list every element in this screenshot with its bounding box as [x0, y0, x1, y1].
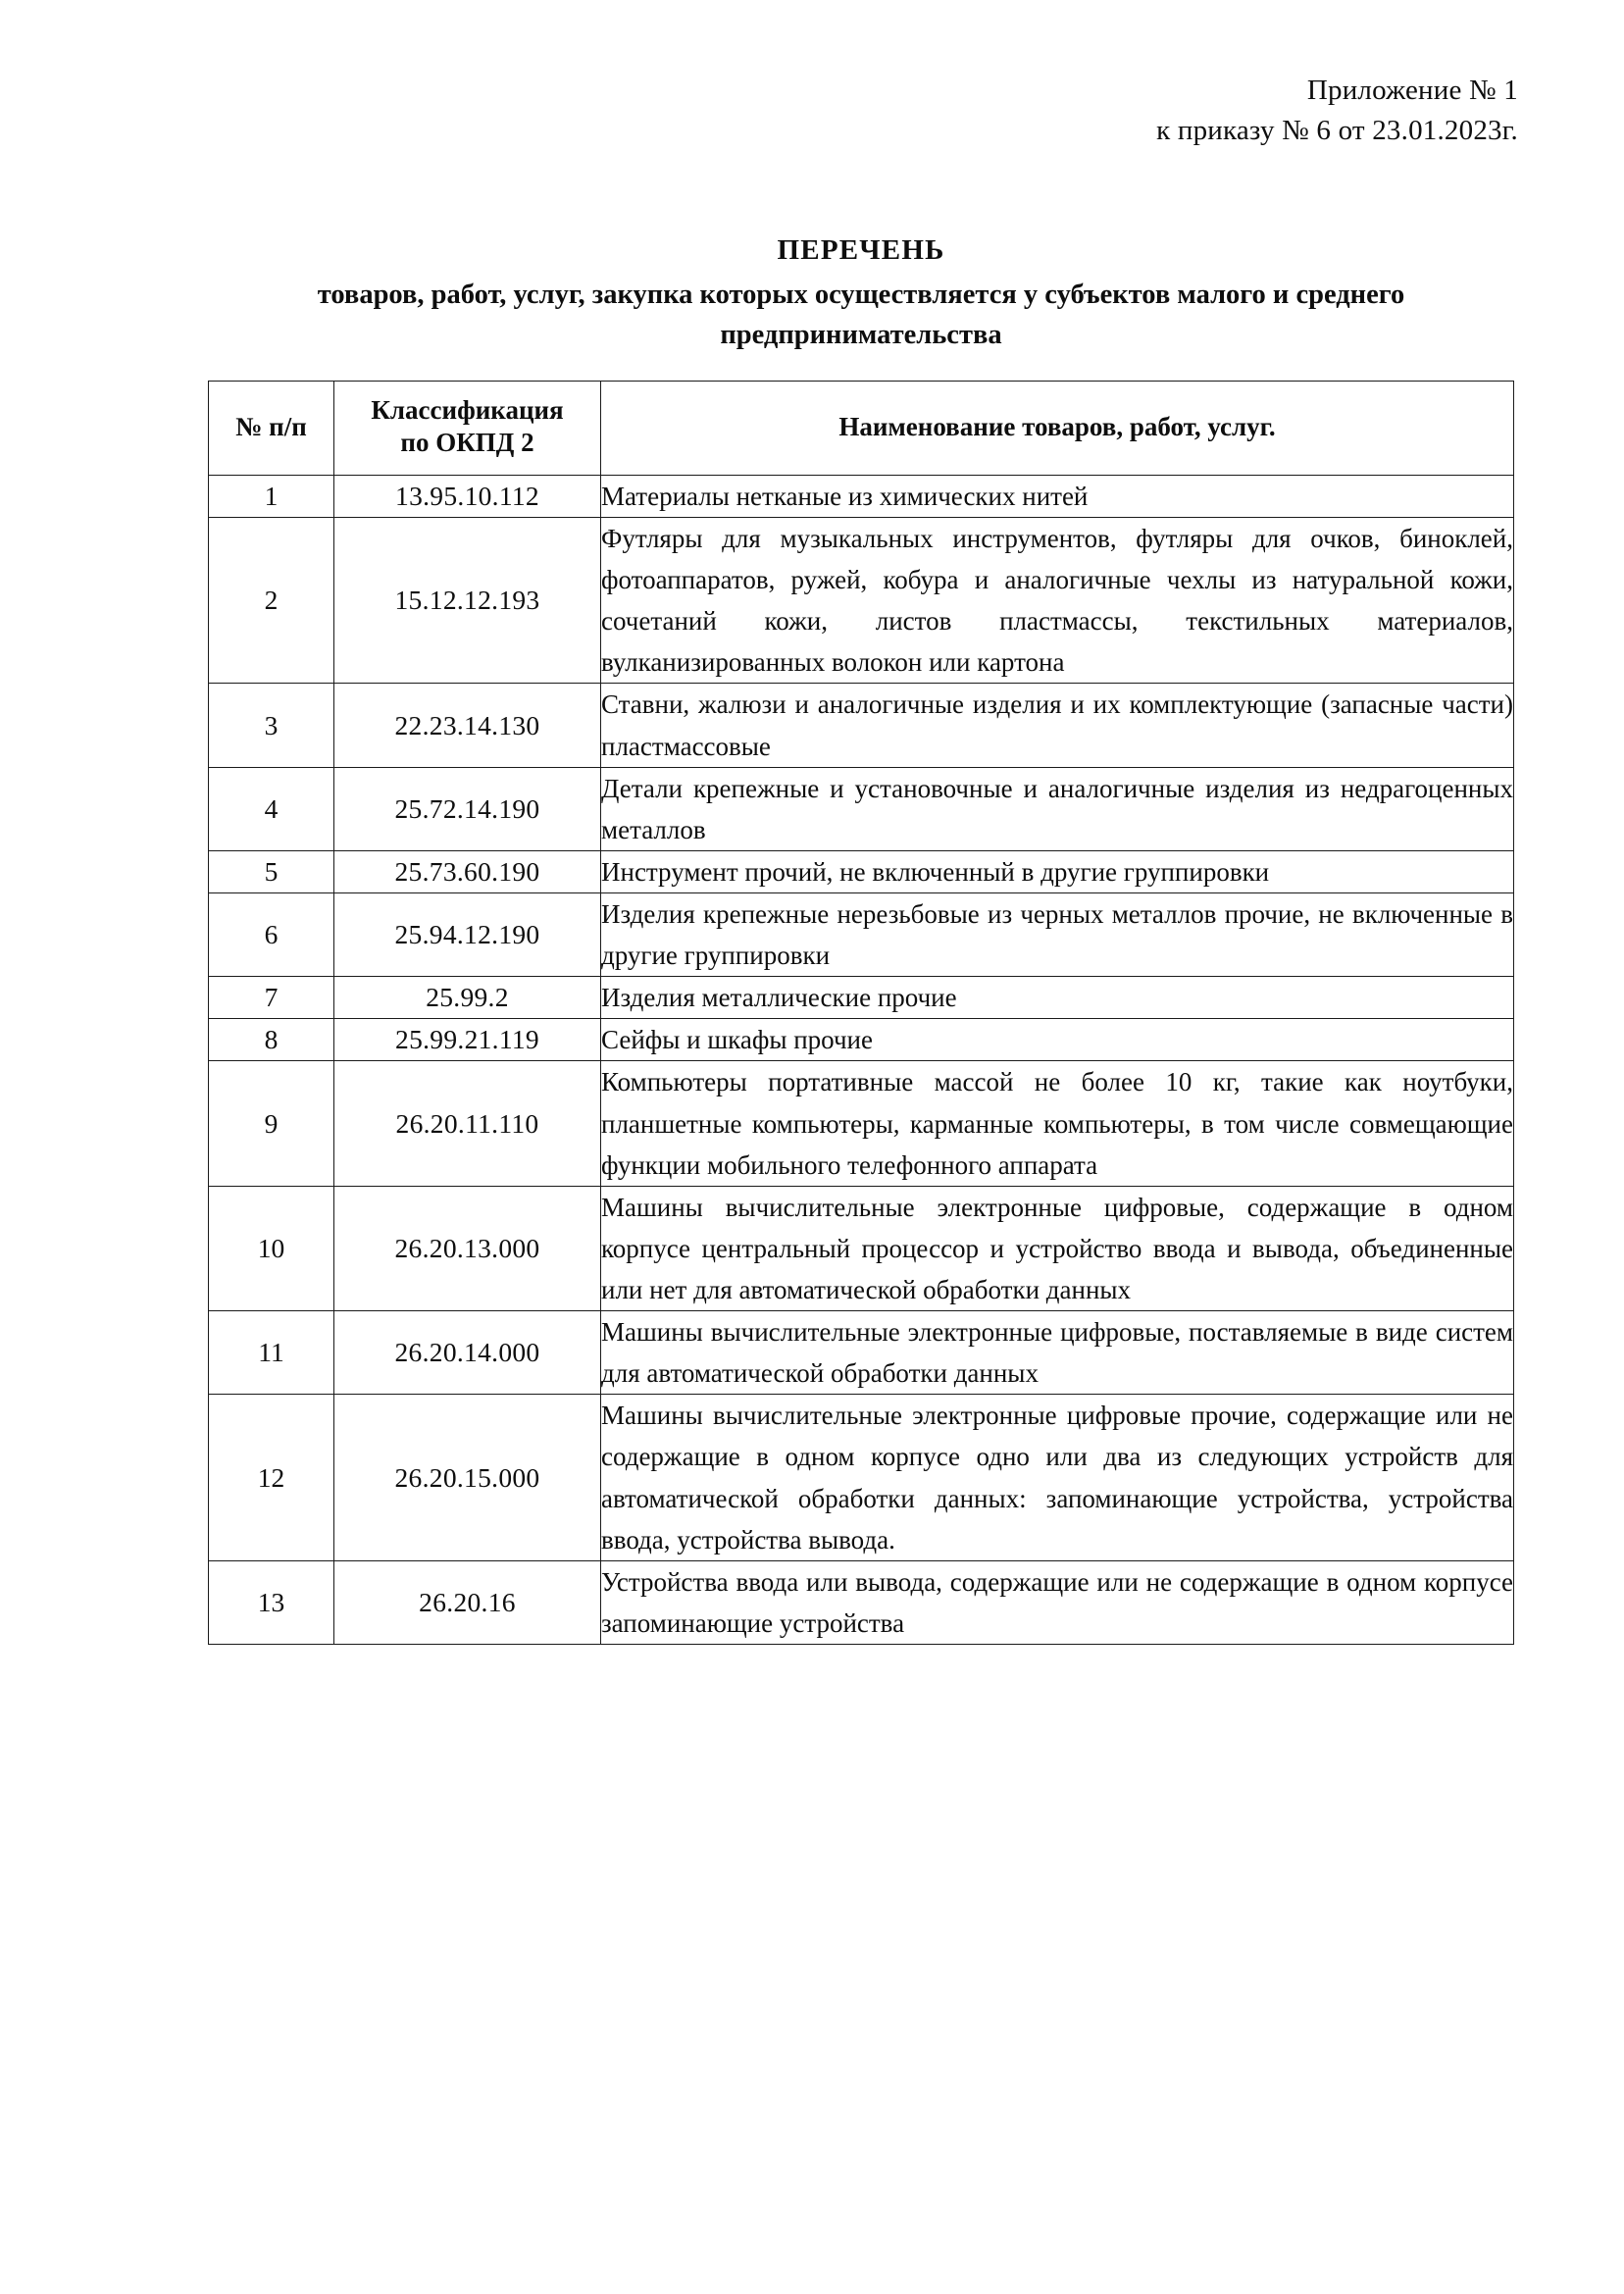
cell-row-number: 12 [209, 1395, 334, 1560]
table-row [209, 893, 1514, 977]
cell-okpd-code: 26.20.16 [334, 1560, 601, 1644]
cell-goods-name: Изделия металлические прочие [601, 977, 1514, 1019]
table-header-row [209, 382, 1514, 476]
title-subtitle [208, 276, 1514, 355]
title-main: ПЕРЕЧЕНЬ [777, 234, 945, 266]
table-row [209, 1186, 1514, 1310]
cell-goods-name: Материалы нетканые из химических нитей [601, 475, 1514, 517]
cell-row-number: 13 [209, 1560, 334, 1644]
cell-row-number: 5 [209, 850, 334, 892]
table-row [209, 767, 1514, 850]
cell-okpd-code: 26.20.13.000 [334, 1186, 601, 1310]
table-row [209, 1061, 1514, 1186]
column-header-okpd-line1: Классификация [371, 395, 564, 425]
cell-okpd-code: 25.99.21.119 [334, 1019, 601, 1061]
cell-goods-name: Инструмент прочий, не включенный в другие группировки [601, 850, 1514, 892]
cell-goods-name: Компьютеры портативные массой не более 10 кг, такие как ноутбуки, планшетные компьютеры, карманные компьютеры, в том числе совмещающие функции мобильного телефонного аппарата [601, 1061, 1514, 1186]
cell-row-number: 2 [209, 518, 334, 684]
cell-goods-name: Изделия крепежные нерезьбовые из черных металлов прочие, не включенные в другие группировки [601, 893, 1514, 977]
table-row [209, 1395, 1514, 1560]
table-row [209, 1019, 1514, 1061]
cell-row-number: 9 [209, 1061, 334, 1186]
table-row [209, 684, 1514, 767]
column-header-number: № п/п [209, 382, 334, 476]
cell-goods-name: Устройства ввода или вывода, содержащие или не содержащие в одном корпусе запоминающие устройства [601, 1560, 1514, 1644]
order-reference: к приказу № 6 от 23.01.2023г. [1156, 115, 1518, 147]
title-subtitle-line2: предпринимательства [720, 319, 1002, 350]
table-row [209, 850, 1514, 892]
goods-table-container [208, 381, 1514, 1645]
column-header-okpd-line2: по ОКПД 2 [400, 428, 534, 458]
column-header-name: Наименование товаров, работ, услуг. [601, 382, 1514, 476]
cell-okpd-code: 25.73.60.190 [334, 850, 601, 892]
cell-goods-name: Машины вычислительные электронные цифровые, поставляемые в виде систем для автоматической обработки данных [601, 1311, 1514, 1395]
table-body [209, 475, 1514, 1644]
cell-goods-name: Детали крепежные и установочные и аналогичные изделия из недрагоценных металлов [601, 767, 1514, 850]
column-header-okpd [334, 382, 601, 476]
cell-okpd-code: 26.20.15.000 [334, 1395, 601, 1560]
cell-okpd-code: 25.72.14.190 [334, 767, 601, 850]
document-header [1156, 71, 1518, 151]
cell-okpd-code: 26.20.14.000 [334, 1311, 601, 1395]
table-row [209, 518, 1514, 684]
cell-okpd-code: 22.23.14.130 [334, 684, 601, 767]
page-title [208, 231, 1514, 355]
cell-goods-name: Машины вычислительные электронные цифровые прочие, содержащие или не содержащие в одном корпусе одно или два из следующих устройств для автоматической обработки данных: запоминающие устройства, устройства ввода, устройства вывода. [601, 1395, 1514, 1560]
cell-goods-name: Футляры для музыкальных инструментов, футляры для очков, биноклей, фотоаппаратов, ружей, кобура и аналогичные чехлы из натуральной кожи, сочетаний кожи, листов пластмассы, текстильных материалов, вулканизированных волокон или картона [601, 518, 1514, 684]
cell-goods-name: Ставни, жалюзи и аналогичные изделия и их комплектующие (запасные части) пластмассовые [601, 684, 1514, 767]
cell-goods-name: Сейфы и шкафы прочие [601, 1019, 1514, 1061]
cell-row-number: 7 [209, 977, 334, 1019]
goods-table [208, 381, 1514, 1645]
table-row [209, 977, 1514, 1019]
cell-okpd-code: 25.94.12.190 [334, 893, 601, 977]
table-head [209, 382, 1514, 476]
cell-row-number: 3 [209, 684, 334, 767]
cell-row-number: 1 [209, 475, 334, 517]
table-row [209, 1311, 1514, 1395]
cell-goods-name: Машины вычислительные электронные цифровые, содержащие в одном корпусе центральный процессор и устройство ввода и вывода, объединенные или нет для автоматической обработки данных [601, 1186, 1514, 1310]
cell-row-number: 10 [209, 1186, 334, 1310]
title-subtitle-line1: товаров, работ, услуг, закупка которых осуществляется у субъектов малого и среднего [317, 280, 1405, 311]
appendix-number: Приложение № 1 [1306, 75, 1518, 106]
cell-row-number: 4 [209, 767, 334, 850]
table-row [209, 1560, 1514, 1644]
cell-okpd-code: 13.95.10.112 [334, 475, 601, 517]
cell-row-number: 6 [209, 893, 334, 977]
cell-row-number: 11 [209, 1311, 334, 1395]
table-row [209, 475, 1514, 517]
cell-okpd-code: 26.20.11.110 [334, 1061, 601, 1186]
cell-row-number: 8 [209, 1019, 334, 1061]
cell-okpd-code: 15.12.12.193 [334, 518, 601, 684]
cell-okpd-code: 25.99.2 [334, 977, 601, 1019]
